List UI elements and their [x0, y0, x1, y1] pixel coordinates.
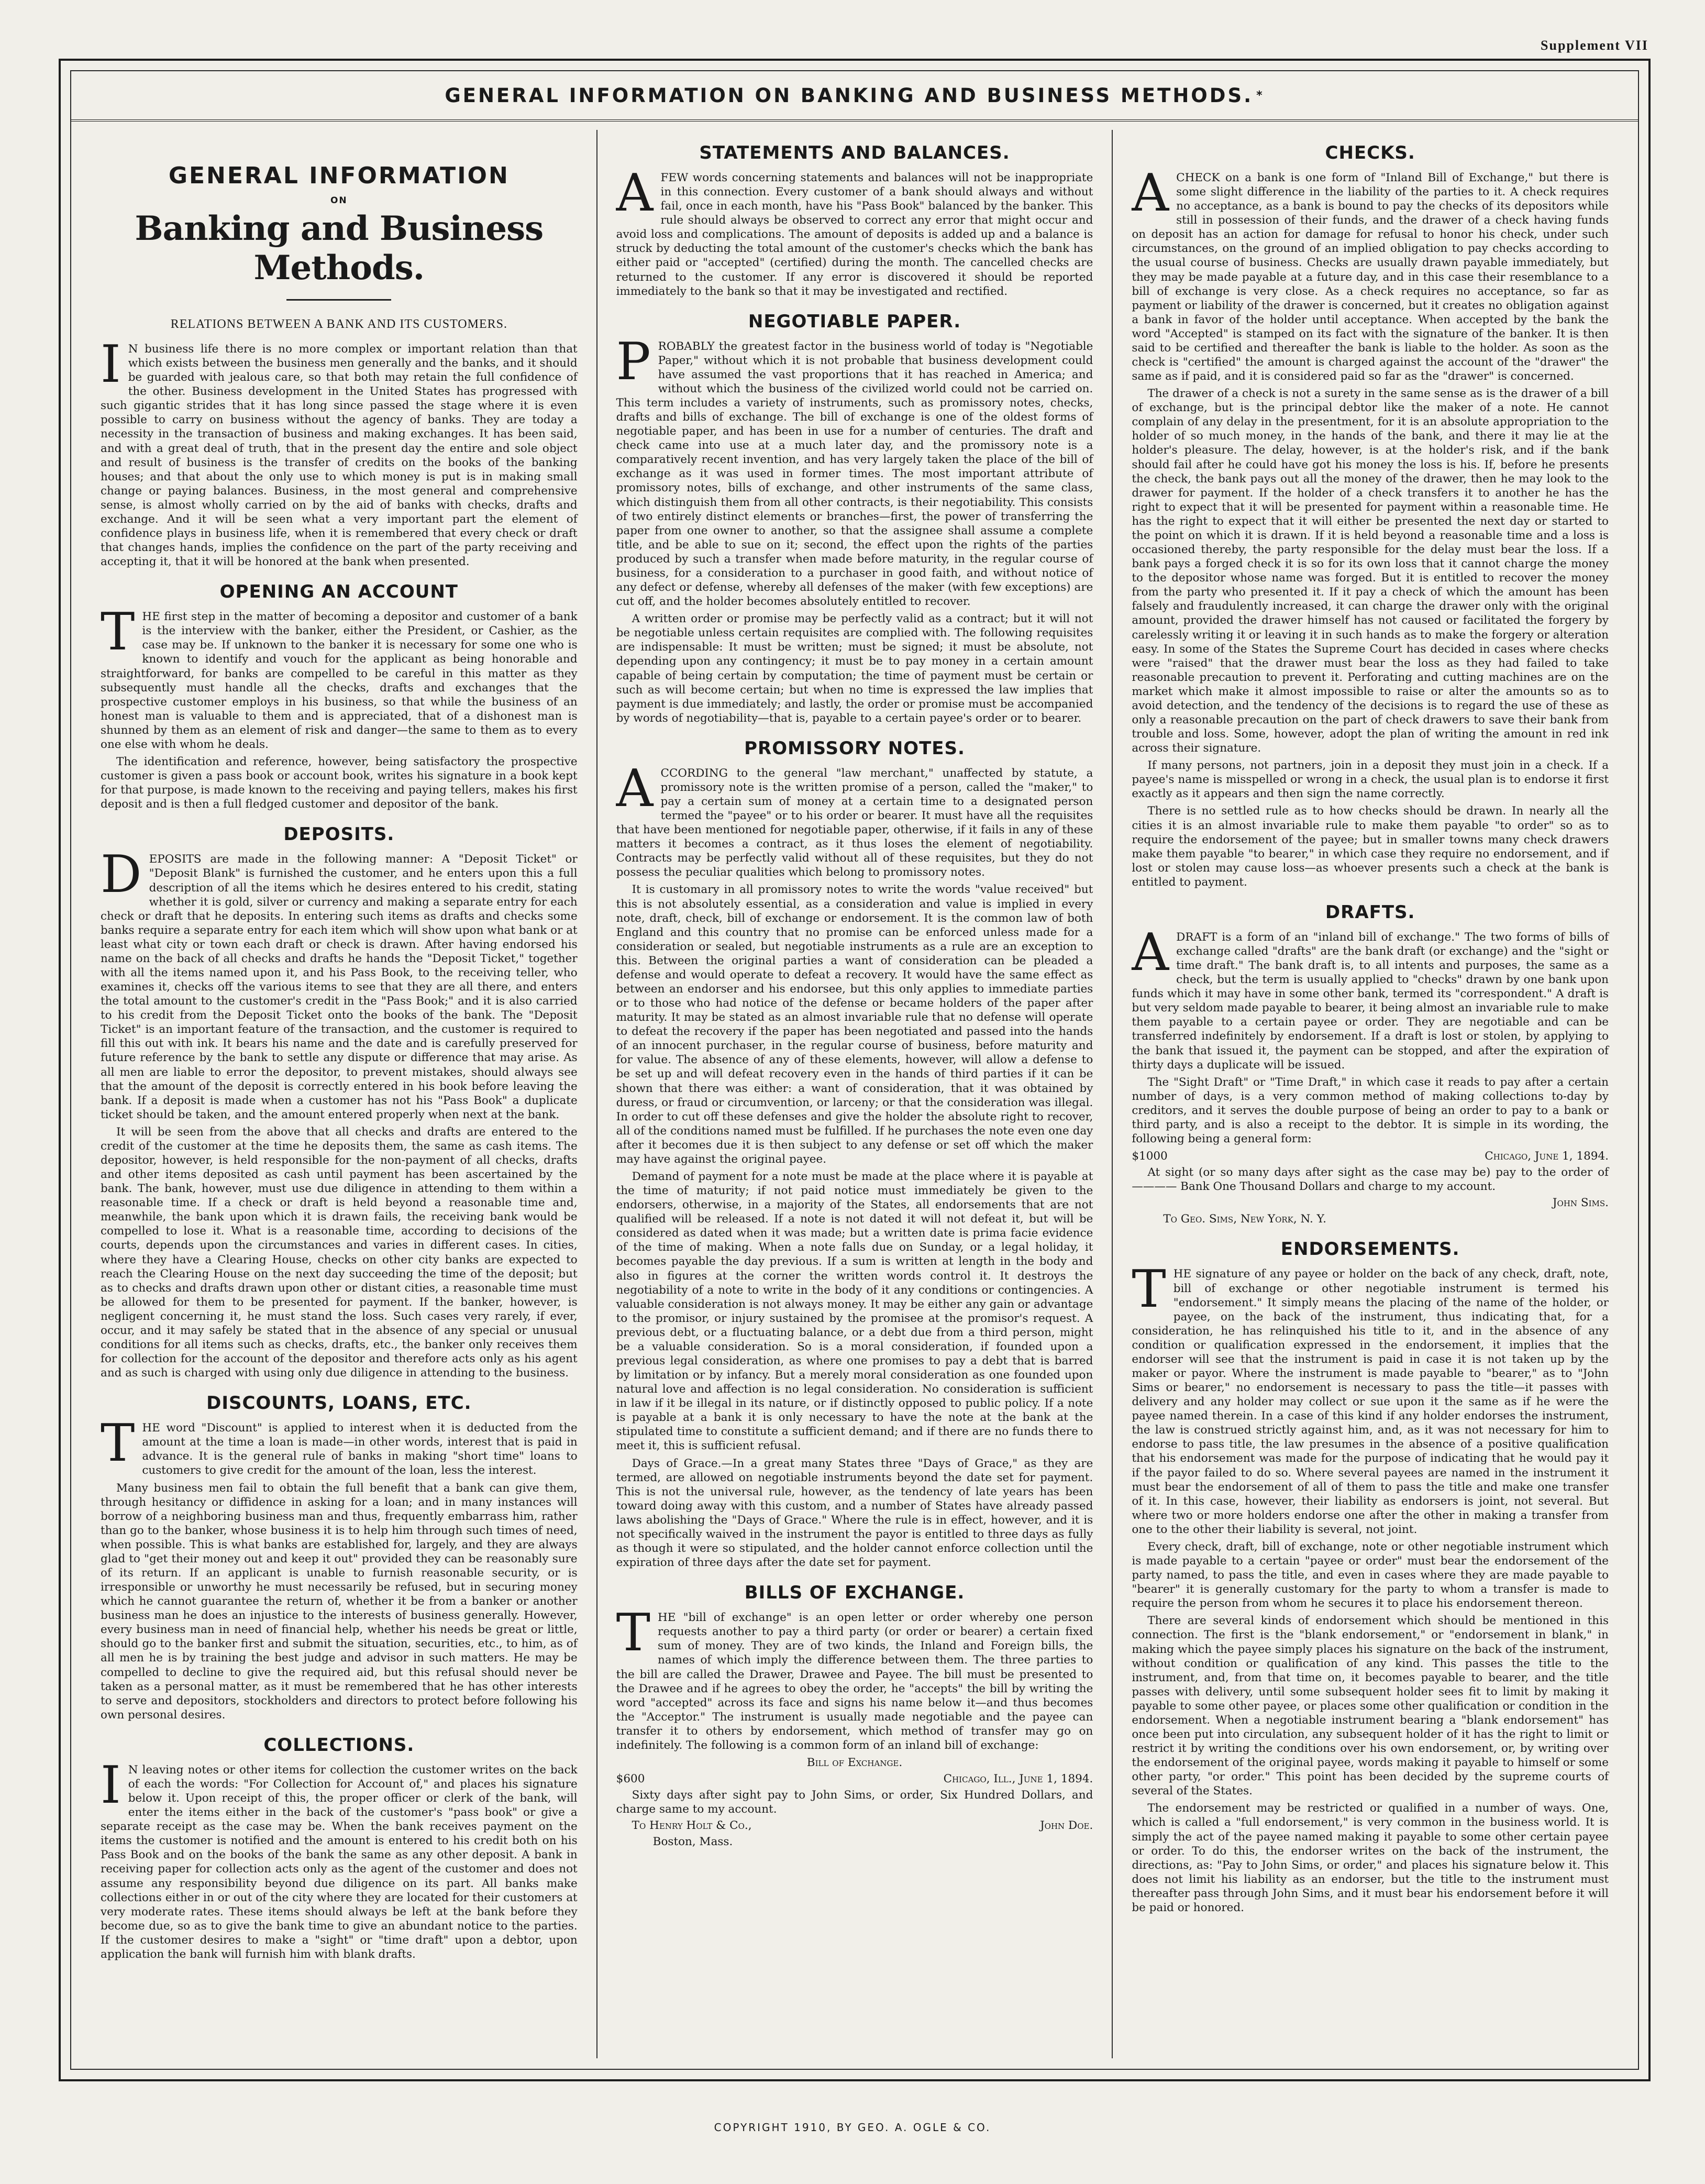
drafts-paragraph-2: The "Sight Draft" or "Time Draft," in which case it reads to pay after a certain number of days, is a very common method of making collections to-day by creditors, and it serves the double purpose of being an order to pay to a bank or third party, and is also a receipt to the debtor. It is simple in its wording, the following being a general form: [1132, 1075, 1609, 1145]
relations-dropcap: I [101, 335, 121, 394]
bills-dropcap: T [616, 1603, 651, 1663]
bill-form-city: Boston, Mass. [652, 1835, 733, 1849]
checks-heading: CHECKS. [1325, 142, 1415, 163]
negotiable-heading: NEGOTIABLE PAPER. [748, 311, 961, 332]
bill-form-signer: John Doe. [1040, 1819, 1093, 1833]
columns [82, 130, 1628, 2058]
relations-heading: RELATIONS BETWEEN A BANK AND ITS CUSTOMERS. [170, 317, 507, 331]
endorsements-paragraph-2: Every check, draft, bill of exchange, note or other negotiable instrument which is made payable to a certain "payee or order" must bear the endorsement of the party named, to pass the title, and even in cases where they are made payable to "bearer" it is generally customary for the party to whom a transfer is made to require the person from whom he secures it to place his endorsement thereon. [1132, 1540, 1609, 1611]
opening-paragraph-1: HE first step in the matter of becoming a depositor and customer of a bank is the interview with the banker, either the President, or Cashier, as the case may be. If unknown to the banker it is necessary for some one who is known to identify and vouch for the applicant as being honorable and straightforward, for banks are compelled to be careful in this matter as they subsequently must handle all the checks, drafts and exchanges that the prospective customer employs in his business, so that while the business of an honest man is valuable to them and is appreciated, that of a dishonest man is shunned by them as an element of risk and danger—the same to them as to every one else with whom he deals. [101, 610, 578, 751]
bill-form-amount: $600 [616, 1772, 645, 1786]
negotiable-paragraph-1: ROBABLY the greatest factor in the business world of today is "Negotiable Paper," without which it is not probable that business development could have assumed the vast proportions that it has reached in America; and without which the business of the civilized world could not be carried on. This term includes a variety of instruments, such as promissory notes, checks, drafts and bills of exchange. The bill of exchange is one of the oldest forms of negotiable paper, and has been in use for a number of centuries. The draft and check came into use at a much later day, and the promissory note is a comparatively recent invention, and has very largely taken the place of the bill of exchange as it was used in former times. The most important attribute of promissory notes, bills of exchange, and other instruments of the same class, which distinguish them from all other contracts, is their negotiability. This consists of two entirely distinct elements or branches—first, the power of transferring the paper from one owner to another, so that the assignee shall assume a complete title, and be able to sue on it; second, the effect upon the rights of the parties produced by such a transfer when made before maturity, in the regular course of business, for a consideration to a purchaser in good faith, and without notice of any defect or defense, whereby all defenses of the maker (with few exceptions) are cut off, and the holder becomes absolutely entitled to recover. [616, 339, 1093, 609]
checks-paragraph-3: If many persons, not partners, join in a deposit they must join in a check. If a payee's name is misspelled or wrong in a check, the usual plan is to endorse it first exactly as it appears and then sign the name correctly. [1132, 759, 1609, 801]
endorsements-paragraph-3: There are several kinds of endorsement which should be mentioned in this connection. The first is the "blank endorsement," or "endorsement in blank," in making which the payee simply places his signature on the back of the instrument, without condition or qualification of any kind. This passes the title to the instrument, and, from that time on, it becomes payable to bearer, and the title passes with delivery, until some subsequent holder sees fit to limit by making it payable to some other payee, or places some other qualification or condition in the endorsement. When a negotiable instrument bearing a "blank endorsement" has once been put into circulation, any subsequent holder of it has the right to limit or restrict it by writing the conditions over his own endorsement, or, by writing over the endorsement of the original payee, words making it payable to himself or some other party, "or order." This point has been decided by the supreme courts of several of the States. [1132, 1614, 1609, 1798]
title-block [101, 130, 578, 301]
negotiable-paragraph-2: A written order or promise may be perfectly valid as a contract; but it will not be negotiable unless certain requisites are complied with. The following requisites are indispensable: It must be written; must be signed; it must be absolute, not depending upon any contingency; it must be to pay money in a certain amount capable of being certain by computation; the time of payment must be certain or such as will become certain; but when no time is expressed the law implies that payment is due immediately; and lastly, the order or promise must be accompanied by words of negotiability—that is, payable to a certain payee's order or to bearer. [616, 612, 1093, 725]
bills-heading: BILLS OF EXCHANGE. [744, 1582, 965, 1604]
title-general: GENERAL INFORMATION [168, 162, 510, 189]
bill-form-to: To Henry Holt & Co., [632, 1819, 752, 1833]
endorsements-paragraph-4: The endorsement may be restricted or qualified in a number of ways. One, which is called a "full endorsement," is very common in the business world. It is simply the act of the payee named making it payable to some other certain payee or order. To do this, the endorser writes on the back of the instrument, the directions, as: "Pay to John Sims, or order," and places his signature below it. This does not limit his liability as an endorser, but the title to the instrument must thereafter pass through John Sims, and it must bear his endorsement before it will be paid or honored. [1132, 1802, 1609, 1914]
deposits-paragraph-2: It will be seen from the above that all checks and drafts are entered to the credit of the customer at the time he deposits them, the same as cash items. The depositor, however, is held responsible for the non-payment of all checks, drafts and other items deposited as cash until payment has been ascertained by the bank. The bank, however, must use due diligence in attending to them within a reasonable time. If a check or draft is held beyond a reasonable time and, meanwhile, the bank upon which it is drawn fails, the receiving bank would be compelled to lose it. What is a reasonable time, according to decisions of the courts, depends upon the circumstances and varies in different cases. In cities, where they have a Clearing House, checks on other city banks are expected to reach the Clearing House on the next day succeeding the time of the deposit; but as to checks and drafts drawn upon other or distant cities, a reasonable time must be allowed for them to be presented for payment. If the banker, however, is negligent concerning it, he must stand the loss. Such cases very rarely, if ever, occur, and it may safely be stated that in the absence of any special or unusual conditions for all items such as checks, drafts, etc., the banker only receives them for collection for the account of the depositor and therefore acts only as his agent and as such is charged with using only due diligence in attending to the business. [101, 1125, 578, 1380]
bill-form-body: Sixty days after sight pay to John Sims, or order, Six Hundred Dollars, and charge same to my account. [616, 1789, 1093, 1816]
draft-form-body: At sight (or so many days after sight as the case may be) pay to the order of ———— Bank One Thousand Dollars and charge to my account. [1132, 1166, 1609, 1194]
column-3 [1112, 130, 1628, 2058]
page-frame [59, 59, 1651, 2081]
banner-mark: * [1256, 89, 1265, 102]
banner-title [71, 71, 1638, 122]
deposits-paragraph-1: EPOSITS are made in the following manner: A "Deposit Ticket" or "Deposit Blank" is furnished the customer, and he enters upon this a full description of all the items which he desires entered to his credit, stating whether it is gold, silver or currency and making a separate entry for each check or draft that he deposits. In entering such items as drafts and checks some banks require a separate entry for each item which will show upon what bank or at least what city or town each draft or check is drawn. After having endorsed his name on the back of all checks and drafts he hands the "Deposit Ticket," together with all the items named upon it, and his Pass Book, to the receiving teller, who examines it, checks off the various items to see that they are all there, and enters the total amount to the customer's credit in the "Pass Book;" and it is also carried to his credit from the Deposit Ticket onto the books of the bank. The "Deposit Ticket" is an important feature of the transaction, and the customer is required to fill this out with ink. It bears his name and the date and is carefully preserved for future reference by the bank to settle any dispute or difference that may arise. As all men are liable to error the depositor, to prevent mistakes, should always see that the amount of the deposit is correctly entered in his book before leaving the bank. If a deposit is made when a customer has not his "Pass Book" a duplicate ticket should be taken, and the amount entered properly when next at the bank. [101, 853, 578, 1121]
collections-dropcap: I [101, 1755, 121, 1815]
draft-form-to: To Geo. Sims, New York, N. Y. [1163, 1212, 1326, 1226]
discounts-paragraph-2: Many business men fail to obtain the full benefit that a bank can give them, through hesitancy or diffidence in asking for a loan; and in many instances will borrow of a neighboring business man and thus, frequently embarrass him, rather than go to the banker, whose business it is to help him through such times of need, when possible. This is what banks are established for, largely, and they are always glad to "get their money out and keep it out" provided they can be reasonably sure of its return. If an applicant is unable to furnish reasonable security, or is irresponsible or unworthy he must necessarily be refused, but in securing money which he cannot guarantee the return of, whether it be from a banker or another business man he does an injustice to the interests of business generally. However, every business man in need of financial help, whether his needs be great or little, should go to the banker first and submit the situation, securities, etc., to him, as of all men he is by training the best judge and advisor in such matters. He may be compelled to decline to give the required aid, but this refusal should never be taken as a personal matter, as it must be remembered that he has other interests to serve and depositors, stockholders and directors to protect before following his own personal desires. [101, 1481, 578, 1722]
discounts-dropcap: T [101, 1414, 135, 1474]
checks-paragraph-2: The drawer of a check is not a surety in the same sense as is the drawer of a bill of exchange, but is the principal debtor like the maker of a note. He cannot complain of any delay in the presentment, for it is an absolute appropriation to the holder of so much money, in the hands of the bank, and there it may lie at the holder's pleasure. The delay, however, is at the holder's risk, and if the bank should fail after he could have got his money the loss is his. If, before he presents the check, the bank pays out all the money of the drawer, then he may look to the drawer for payment. If the holder of a check transfers it to another he has the right to expect that it will be presented for payment within a reasonable time. He has the right to expect that it will either be presented the next day or started to the point on which it is drawn. If it is held beyond a reasonable time and a loss is occasioned thereby, the party responsible for the delay must bear the loss. If a bank pays a forged check it is so for its own loss that it cannot charge the money to the depositor whose name was forged. But it is entitled to recover the money from the party who presented it. If it pay a check of which the amount has been falsely and fraudulently increased, it can charge the drawer only with the original amount, provided the drawer himself has not caused or facilitated the forgery by carelessly writing it or leaving it in such hands as to make the forgery or alteration easy. In some of the States the Supreme Court has decided in cases where checks were "raised" that the drawer must bear the loss as they had failed to take reasonable precaution to prevent it. Perforating and cutting machines are on the market which make it almost impossible to raise or alter the amounts so as to avoid detection, and the tendency of the decisions is to regard the use of these as only a reasonable precaution on the part of check drawers to save their bank from trouble and loss. Some, however, adopt the plan of writing the amount in red ink across their signature. [1132, 387, 1609, 755]
checks-paragraph-1: CHECK on a bank is one form of "Inland Bill of Exchange," but there is some slight difference in the liability of the parties to it. A check requires no acceptance, as a bank is bound to pay the checks of its depositors while still in possession of their funds, and the drawer of a check having funds on deposit has an action for damage for refusal to honor his check, under such circumstances, on the ground of an implied obligation to pay checks according to the usual course of business. Checks are usually drawn payable immediately, but they may be made payable at a future day, and in this case their resemblance to a bill of exchange is very close. As a check requires no acceptance, so far as payment or liability of the drawer is concerned, but it creates no obligation against a bank in favor of the holder until acceptance. When accepted by the bank the word "Accepted" is stamped on its fact with the signature of the banker. It is then said to be certified and thereafter the bank is liable to the holder. As soon as the check is "certified" the amount is charged against the account of the "drawer" the same as if paid, and it is considered paid so far as the "drawer" is concerned. [1132, 171, 1609, 383]
opening-dropcap: T [101, 602, 135, 663]
banner-text: GENERAL INFORMATION ON BANKING AND BUSINESS METHODS. [445, 84, 1254, 107]
draft-form-amount: $1000 [1132, 1150, 1168, 1163]
negotiable-dropcap: P [616, 332, 651, 392]
opening-paragraph-2: The identification and reference, however, being satisfactory the prospective customer is given a pass book or account book, writes his signature in a book kept for that purpose, is made known to the receiving and paying tellers, makes his first deposit and is then a full fledged customer and depositor of the bank. [101, 755, 578, 811]
bills-paragraph: HE "bill of exchange" is an open letter or order whereby one person requests another to pay a third party (or order or bearer) a certain fixed sum of money. They are of two kinds, the Inland and Foreign bills, the names of which imply the difference between them. The three parties to the bill are called the Drawer, Drawee and Payee. The bill must be presented to the Drawee and if he agrees to obey the order, he "accepts" the bill by writing the word "accepted" across its face and signs his name below it—and thus becomes the "Acceptor." The instrument is usually made negotiable and the payee can transfer it to others by endorsement, which method of transfer may go on indefinitely. The following is a common form of an inland bill of exchange: [616, 1611, 1093, 1752]
collections-paragraph: N leaving notes or other items for collection the customer writes on the back of each the words: "For Collection for Account of," and places his signature below it. Upon receipt of this, the proper officer or clerk of the bank, will enter the items either in the back of the customer's "pass book" or give a separate receipt as the case may be. When the bank receives payment on the items the customer is notified and the amount is entered to his credit both on his Pass Book and on the books of the bank the same as any other deposit. A bank in receiving paper for collection acts only as the agent of the customer and does not assume any responsibility beyond due diligence on its part. All banks make collections either in or out of the city where they are located for their customers at very moderate rates. These items should always be left at the bank before they become due, so as to give the bank time to give an abundant notice to the parties. If the customer desires to make a "sight" or "time draft" upon a debtor, upon application the bank will furnish him with blank drafts. [101, 1763, 578, 1961]
bill-form-title: Bill of Exchange. [806, 1756, 903, 1769]
title-on: ON [330, 195, 348, 206]
endorsements-dropcap: T [1132, 1260, 1166, 1320]
bill-form-footer [616, 1818, 1093, 1833]
promissory-paragraph-3: Demand of payment for a note must be made at the place where it is payable at the time of maturity; if not paid notice must immediately be given to the endorsers, otherwise, in a majority of the States, all endorsements that are not qualified will be released. If a note is not dated it will not defeat it, but will be considered as dated when it was made; but a written date is prima facie evidence of the time of making. When a note falls due on Sunday, or a legal holiday, it becomes payable the day previous. If a sum is written at length in the body and also in figures at the corner the written words control it. It destroys the negotiability of a note to write in the body of it any conditions or contingencies. A valuable consideration is not always money. It may be either any gain or advantage to the promisor, or injury sustained by the promisee at the promisor's request. A previous debt, or a fluctuating balance, or a debt due from a third person, might be a valuable consideration. So is a moral consideration, if founded upon a previous legal consideration, as where one promises to pay a debt that is barred by limitation or by infancy. But a merely moral consideration as one founded upon natural love and affection is no legal consideration. No consideration is sufficient in law if it be illegal in its nature, or if distinctly opposed to public policy. If a note is payable at a bank it is only necessary to have the note at the bank at the stipulated time to constitute a sufficient demand; and if there are no funds there to meet it, this is sufficient refusal. [616, 1170, 1093, 1453]
draft-form-signer: John Sims. [1552, 1196, 1609, 1210]
draft-form-header [1132, 1149, 1609, 1163]
opening-heading: OPENING AN ACCOUNT [219, 581, 458, 603]
title-main: Banking and Business Methods. [135, 209, 544, 288]
promissory-paragraph-1: CCORDING to the general "law merchant," unaffected by statute, a promissory note is the written promise of a person, called the "maker," to pay a certain sum of money at a certain time to a designated person termed the "payee" or to his order or bearer. It must have all the requisites that have been mentioned for negotiable paper, otherwise, if it fails in any of these matters it becomes a contract, as it thus loses the element of negotiability. Contracts may be perfectly valid without all of these requisites, but they do not possess the peculiar qualities which belong to promissory notes. [616, 766, 1093, 879]
discounts-heading: DISCOUNTS, LOANS, ETC. [206, 1393, 472, 1414]
drafts-paragraph-1: DRAFT is a form of an "inland bill of exchange." The two forms of bills of exchange called "drafts" are the bank draft (or exchange) and the "sight or time draft." The bank draft is, to all intents and purposes, the same as a check, but the term is usually applied to "checks" drawn by one bank upon funds which it may have in some other bank, termed its "correspondent." A draft is but very seldom made payable to bearer, it being almost an invariable rule to make them payable to a certain payee or order. They are negotiable and can be transferred indefinitely by endorsement. If a draft is lost or stolen, by applying to the bank that issued it, the payment can be stopped, and after the expiration of thirty days a duplicate will be issued. [1132, 930, 1609, 1072]
deposits-dropcap: D [101, 845, 142, 905]
deposits-heading: DEPOSITS. [283, 824, 395, 845]
endorsements-heading: ENDORSEMENTS. [1280, 1239, 1460, 1260]
title-rule [286, 299, 391, 301]
promissory-paragraph-2: It is customary in all promissory notes to write the words "value received" but this is not absolutely essential, as a consideration and value is implied in every note, draft, check, bill of exchange or endorsement. It is the common law of both England and this country that no promise can be enforced unless made for a consideration or sealed, but negotiable instruments as a rule are an exception to this. Between the original parties a want of consideration can be pleaded a defense and would operate to defeat a recovery. It would have the same effect as between an endorser and his endorsee, but this only applies to immediate parties or to those who had notice of the defense or became holders of the paper after maturity. It may be stated as an almost invariable rule that no defense will operate to defeat the recovery if the paper has been negotiated and passed into the hands of an innocent purchaser, in the regular course of business, before maturity and for value. The absence of any of these elements, however, will allow a defense to be set up and will defeat recovery even in the hands of third parties if it can be shown that there was either: a want of consideration, that it was obtained by duress, or fraud or circumvention, or larceny; or that the consideration was illegal. In order to cut off these defenses and give the holder the absolute right to recover, all of the conditions named must be fulfilled. If he purchases the note even one day after it becomes due it is then subject to any defense or set off which the maker may have against the original payee. [616, 883, 1093, 1166]
draft-form-place: Chicago, June 1, 1894. [1485, 1150, 1609, 1163]
column-1 [82, 130, 596, 2058]
bill-form-header [616, 1772, 1093, 1786]
column-2 [596, 130, 1112, 2058]
promissory-dropcap: A [616, 758, 654, 819]
copyright-line: COPYRIGHT 1910, BY GEO. A. OGLE & CO. [714, 2121, 991, 2134]
endorsements-paragraph-1: HE signature of any payee or holder on the back of any check, draft, note, bill of exchange or other negotiable instrument is termed his "endorsement." It simply means the placing of the name of the holder, or payee, on the back of the instrument, thus indicating that, for a consideration, he has relinquished his title to it, and in the absence of any condition or qualification expressed in the endorsement, it implies that the endorser will see that the instrument is paid in case it is not taken up by the maker or payor. Where the instrument is made payable to "bearer," as to "John Sims or bearer," no endorsement is necessary to pass the title—it passes with delivery and any holder may collect or sue upon it the same as if he were the payee named therein. In a case of this kind if any holder endorses the instrument, the law is construed strictly against him, and, as it was not necessary for him to endorse to pass title, the law presumes in the absence of a positive qualification that his endorsement was made for the purpose of indicating that he would pay it if the payor failed to do so. Where several payees are named in the instrument it must bear the endorsement of all of them to pass the title and make one transfer of it. In this case, however, their liability as endorsers is joint, not several. But where two or more holders endorse one after the other in making a transfer from one to the other their liability is several, not joint. [1132, 1267, 1609, 1536]
statements-dropcap: A [616, 163, 654, 223]
promissory-paragraph-4: Days of Grace.—In a great many States three "Days of Grace," as they are termed, are allowed on negotiable instruments beyond the date set for payment. This is not the universal rule, however, as the tendency of late years has been toward doing away with this custom, and a number of States have already passed laws abolishing the "Days of Grace." Where the rule is in effect, however, and it is not specifically waived in the instrument the payor is entitled to three days as fully as though it were so stipulated, and the holder cannot enforce collection until the expiration of three days after the date set for payment. [616, 1457, 1093, 1570]
drafts-heading: DRAFTS. [1325, 901, 1415, 923]
statements-heading: STATEMENTS AND BALANCES. [699, 142, 1010, 163]
relations-paragraph: N business life there is no more complex or important relation than that which exists between the business men generally and the banks, and it should be guarded with jealous care, so that both may retain the full confidence of the other. Business development in the United States has progressed with such gigantic strides that it has long since passed the stage where it is even possible to carry on business without the agency of banks. They are today a necessity in the transaction of business and making exchanges. It has been said, and with a great deal of truth, that in the present day the entire and sole object and result of business is the transfer of credits on the books of the banking houses; and that about the only use to which money is put is in making small change or paying balances. Business, in the most general and comprehensive sense, is almost wholly carried on by the aid of banks with checks, drafts and exchange. And it will be seen what a very important part the element of confidence plays in business life, when it is remembered that every check or draft that changes hands, implies the confidence on the part of the party receiving and accepting it, that it will be honored at the bank when presented. [101, 343, 578, 569]
statements-paragraph: FEW words concerning statements and balances will not be inappropriate in this connection. Every customer of a bank should always and without fail, once in each month, have his "Pass Book" balanced by the banker. This rule should always be observed to correct any error that might occur and avoid loss and complications. The amount of deposits is added up and a balance is struck by deducting the total amount of the customer's checks which the bank has either paid or "accepted" (certified) during the month. The cancelled checks are returned to the customer. If any error is discovered it should be reported immediately to the bank so that it may be investigated and rectified. [616, 171, 1093, 298]
bill-form-place: Chicago, Ill., June 1, 1894. [943, 1772, 1093, 1786]
collections-heading: COLLECTIONS. [263, 1734, 415, 1756]
discounts-paragraph-1: HE word "Discount" is applied to interest when it is deducted from the amount at the time a loan is made—in other words, interest that is paid in advance. It is the general rule of banks in making "short time" loans to customers to give credit for the amount of the loan, less the interest. [142, 1421, 578, 1477]
supplement-label: Supplement VII [1541, 38, 1648, 53]
checks-paragraph-4: There is no settled rule as to how checks should be drawn. In nearly all the cities it is an almost invariable rule to make them payable "to order" so as to require the endorsement of the payee; but in smaller towns many check drawers make them payable "to bearer," in which case they require no endorsement, and if lost or stolen may cause loss—as whoever presents such a check at the bank is entitled to payment. [1132, 804, 1609, 889]
inner-frame [70, 70, 1639, 2070]
promissory-heading: PROMISSORY NOTES. [744, 737, 965, 759]
drafts-dropcap: A [1132, 922, 1169, 983]
checks-dropcap: A [1132, 163, 1169, 223]
